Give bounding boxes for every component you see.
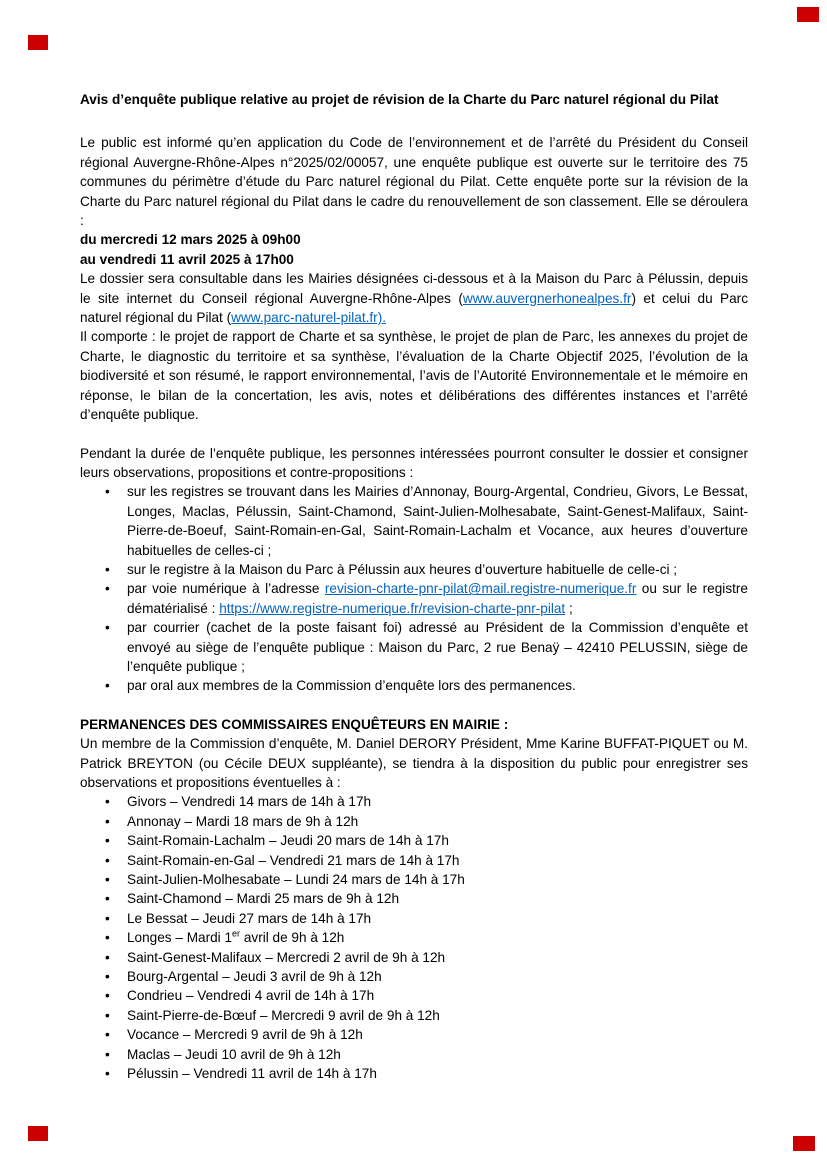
schedule-item [127, 967, 748, 986]
consultation-item-oral: • par oral aux membres de la Commission d’enquête lors des permanences. [127, 676, 748, 695]
commission-paragraph: Un membre de la Commission d’enquête, M. Daniel DERORY Président, Mme Karine BUFFAT-PIQUET ou M. Patrick BREYTON (ou Cécile DEUX suppléante), se tiendra à la disposition du public pour enregistrer ses observations et propositions éventuelles à : [80, 736, 748, 790]
numerique-text-1: par voie numérique à l’adresse [127, 581, 325, 597]
page-title: Avis d’enquête publique relative au projet de révision de la Charte du Parc naturel régional du Pilat [80, 92, 719, 107]
dossier-text-2: ) et celui du Parc naturel régional du Pilat ( [80, 290, 749, 326]
schedule-item-text: Maclas – Jeudi 10 avril de 9h à 12h [127, 1046, 341, 1062]
ordinal-suffix: er [232, 928, 241, 939]
schedule-item [127, 1025, 748, 1044]
intro-paragraph: Le public est informé qu’en application du Code de l’environnement et de l’arrêté du Président du Conseil régional Auvergne-Rhône-Alpes n°2025/02/00057, une enquête publique est ouverte sur le territoire des 75 communes du périmètre d’étude du Parc naturel régional du Pilat. Cette enquête porte sur la révision de la Charte du Parc naturel régional du Pilat dans le cadre du renouvellement de son classement. Elle se déroulera : [80, 135, 748, 229]
document-content [80, 90, 748, 1084]
schedule-item [127, 1045, 748, 1064]
schedule-item [127, 812, 748, 831]
contents-paragraph: Il comporte : le projet de rapport de Charte et sa synthèse, le projet de plan de Parc, les annexes du projet de Charte, le diagnostic du territoire et sa synthèse, l’évaluation de la Charte Objectif 2025, l’évolution de la biodiversité et son résumé, le rapport environnemental, l’avis de l’Autorité Environnementale et le mémoire en réponse, le bilan de la concertation, les avis, notes et délibérations des différentes instances et l’arrêté d’enquête publique. [80, 329, 748, 423]
schedule-item [127, 831, 748, 850]
consultation-list [80, 482, 748, 695]
schedule-item-text: Saint-Julien-Molhesabate – Lundi 24 mars de 14h à 17h [127, 872, 465, 888]
schedule-item-text: Le Bessat – Jeudi 27 mars de 14h à 17h [127, 910, 372, 926]
consultation-item-courrier: • par courrier (cachet de la poste faisant foi) adressé au Président de la Commission d’enquête et envoyé au siège de l’enquête publique : Maison du Parc, 2 rue Benaÿ – 42410 PELUSSIN, siège de l’enquête publique ; [127, 618, 748, 676]
crop-mark-bottom-left [28, 1126, 48, 1141]
schedule-item-text: avril de 9h à 12h [240, 930, 345, 946]
permanences-heading: PERMANENCES DES COMMISSAIRES ENQUÊTEURS EN MAIRIE : [80, 716, 509, 732]
schedule-list [80, 792, 748, 1083]
schedule-item-text: Longes – Mardi 1 [127, 930, 233, 946]
link-registre-numerique[interactable]: https://www.registre-numerique.fr/revision-charte-pnr-pilat [219, 600, 566, 616]
numerique-text-3: ; [565, 600, 573, 616]
schedule-item-text: Saint-Pierre-de-Bœuf – Mercredi 9 avril de 9h à 12h [127, 1007, 440, 1023]
enquiry-end-date: au vendredi 11 avril 2025 à 17h00 [80, 251, 294, 267]
schedule-item [127, 909, 748, 928]
schedule-item-text: Condrieu – Vendredi 4 avril de 14h à 17h [127, 988, 375, 1004]
schedule-item-text: Saint-Chamond – Mardi 25 mars de 9h à 12h [127, 891, 400, 907]
schedule-item [127, 1064, 748, 1083]
schedule-item [127, 792, 748, 811]
dossier-paragraph [80, 269, 748, 327]
schedule-item-text: Saint-Romain-en-Gal – Vendredi 21 mars de 14h à 17h [127, 852, 460, 868]
crop-mark-bottom-right [793, 1136, 815, 1151]
dossier-text-1: Le dossier sera consultable dans les Mairies désignées ci-dessous et à la Maison du Parc à Pélussin, depuis le site internet du Conseil régional Auvergne-Rhône-Alpes ( [80, 271, 748, 306]
link-parc-naturel-pilat[interactable]: www.parc-naturel-pilat.fr). [231, 310, 387, 326]
consultation-paragraph: Pendant la durée de l’enquête publique, les personnes intéressées pourront consulter le dossier et consigner leurs observations, propositions et contre-propositions : [80, 445, 748, 480]
schedule-item-text: Annonay – Mardi 18 mars de 9h à 12h [127, 813, 359, 829]
schedule-item [127, 986, 748, 1005]
consultation-item-numerique [127, 579, 748, 618]
crop-mark-top-left [28, 35, 48, 50]
schedule-item-text: Pélussin – Vendredi 11 avril de 14h à 17h [127, 1066, 377, 1082]
schedule-item [127, 928, 748, 947]
consultation-item-registres: • sur les registres se trouvant dans les Mairies d’Annonay, Bourg-Argental, Condrieu, Givors, Le Bessat, Longes, Maclas, Pélussin, Saint-Chamond, Saint-Julien-Molhesabate, Saint-Genest-Malifaux, Saint-Pierre-de-Boeuf, Saint-Romain-en-Gal, Saint-Romain-Lachalm et Vocance, aux heures d’ouverture habituelles de celles-ci ; [127, 482, 748, 560]
schedule-item [127, 1006, 748, 1025]
schedule-item-text: Saint-Romain-Lachalm – Jeudi 20 mars de 14h à 17h [127, 833, 449, 849]
schedule-item-text: Saint-Genest-Malifaux – Mercredi 2 avril de 9h à 12h [127, 949, 446, 965]
schedule-item-text: Vocance – Mercredi 9 avril de 9h à 12h [127, 1027, 363, 1043]
link-registre-email[interactable]: revision-charte-pnr-pilat@mail.registre-numerique.fr [324, 581, 637, 597]
schedule-item [127, 851, 748, 870]
schedule-item [127, 889, 748, 908]
schedule-item [127, 870, 748, 889]
enquiry-start-date: du mercredi 12 mars 2025 à 09h00 [80, 232, 301, 248]
numerique-text-2: ou sur le registre dématérialisé : [127, 581, 748, 616]
crop-mark-top-right [797, 7, 819, 22]
schedule-item [127, 948, 748, 967]
schedule-item-text: Givors – Vendredi 14 mars de 14h à 17h [127, 794, 372, 810]
consultation-item-maison-du-parc: • sur le registre à la Maison du Parc à Pélussin aux heures d’ouverture habituelle de celle-ci ; [127, 560, 748, 579]
schedule-item-text: Bourg-Argental – Jeudi 3 avril de 9h à 12h [127, 969, 382, 985]
link-auvergnerhonealpes[interactable]: www.auvergnerhonealpes.fr [462, 290, 632, 306]
